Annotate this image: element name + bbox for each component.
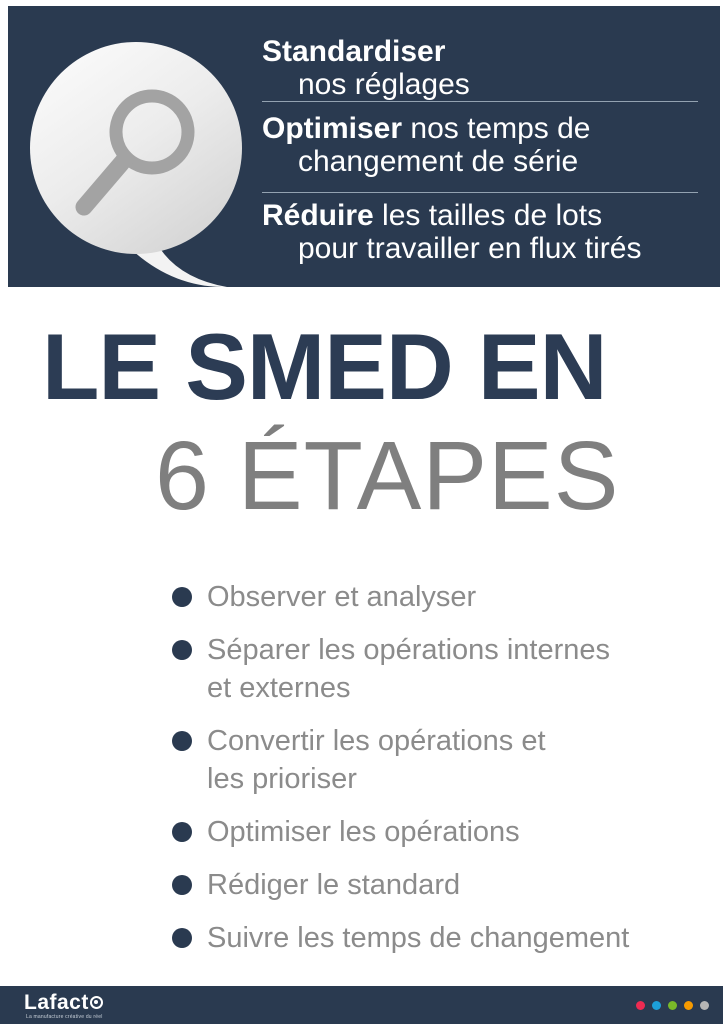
step-text: [207, 866, 460, 904]
step-text: [207, 813, 520, 851]
footer-dot: [636, 1001, 645, 1010]
banner-divider: [262, 101, 698, 102]
footer-dot: [684, 1001, 693, 1010]
step-line1: Rédiger le standard: [207, 869, 461, 901]
banner-item-reduire: [262, 199, 641, 265]
banner-item-line1: [262, 112, 590, 145]
list-item: [172, 631, 702, 707]
bullet-icon: [172, 822, 192, 842]
list-item: [172, 866, 702, 904]
page-title-line1: LE SMED EN: [42, 314, 607, 419]
step-text: [207, 722, 546, 798]
list-item: [172, 722, 702, 798]
lafacto-logo: [24, 992, 103, 1013]
step-line2: les prioriser: [207, 763, 357, 795]
list-item: [172, 919, 702, 957]
banner-item-rest: les tailles de lots: [373, 199, 603, 232]
footer-dot: [652, 1001, 661, 1010]
step-text: [207, 919, 629, 957]
banner-item-line2: nos réglages: [298, 68, 470, 101]
list-item: [172, 813, 702, 851]
footer-dots: [636, 986, 709, 1024]
page-title-line2: 6 ÉTAPES: [155, 421, 620, 530]
step-line1: Séparer les opérations internes: [207, 634, 611, 666]
bullet-icon: [172, 731, 192, 751]
banner-item-line2: pour travailler en flux tirés: [298, 232, 642, 265]
banner-item-optimiser: [262, 112, 590, 178]
banner-item-standardiser: [262, 35, 470, 101]
bullet-icon: [172, 928, 192, 948]
logo-o-icon: [90, 996, 103, 1009]
header-banner: [8, 6, 720, 287]
list-item: [172, 578, 702, 616]
bullet-icon: [172, 640, 192, 660]
steps-list: [172, 578, 702, 972]
banner-item-keyword: Réduire: [262, 199, 374, 232]
footer-bar: [0, 986, 723, 1024]
bullet-icon: [172, 587, 192, 607]
step-line1: Optimiser les opérations: [207, 816, 520, 848]
step-line1: Suivre les temps de changement: [207, 922, 630, 954]
speech-bubble-body: [30, 42, 242, 254]
step-text: [207, 631, 610, 707]
banner-divider: [262, 192, 698, 193]
step-line1: Convertir les opérations et: [207, 725, 546, 757]
banner-item-keyword: Optimiser: [262, 112, 403, 145]
step-line2: et externes: [207, 672, 351, 704]
bullet-icon: [172, 875, 192, 895]
banner-item-line1: [262, 199, 641, 232]
banner-item-line2: changement de série: [298, 145, 579, 178]
step-line1: Observer et analyser: [207, 581, 477, 613]
logo-tagline: La manufacture créative du réel: [26, 1014, 103, 1020]
footer-dot: [668, 1001, 677, 1010]
logo-text: Lafact: [24, 991, 89, 1014]
banner-item-line1: [262, 35, 470, 68]
step-text: [207, 578, 476, 616]
footer-dot: [700, 1001, 709, 1010]
banner-item-keyword: Standardiser: [262, 35, 446, 68]
banner-item-rest: nos temps de: [402, 112, 591, 145]
